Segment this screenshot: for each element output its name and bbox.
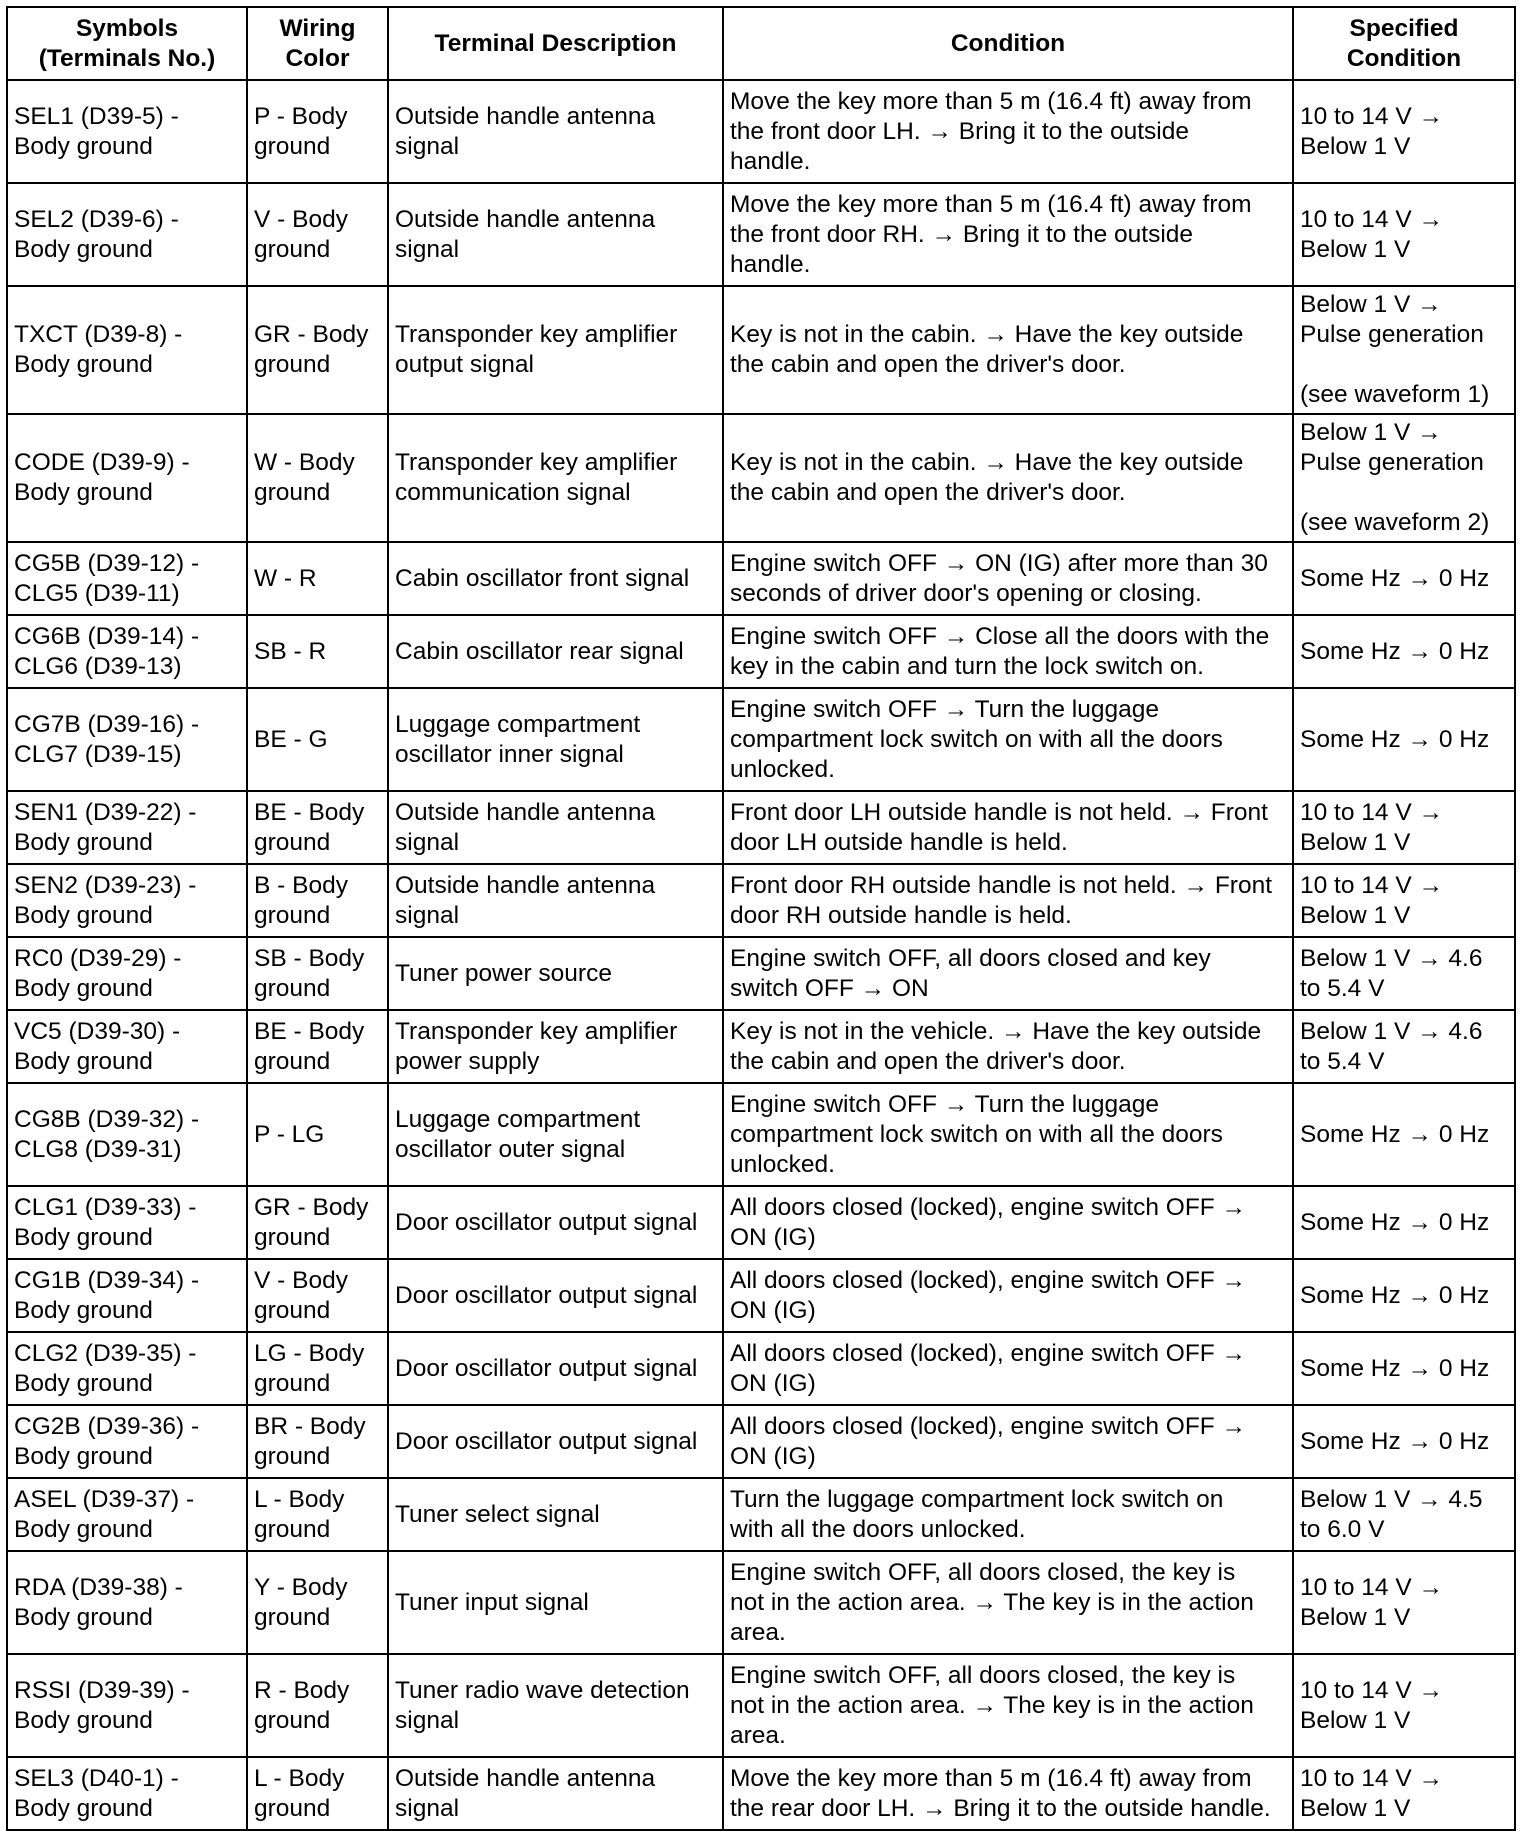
- condition-cell: Key is not in the cabin. → Have the key outside the cabin and open the driver's door.: [723, 286, 1293, 414]
- symbols-cell: CLG2 (D39-35) - Body ground: [7, 1332, 247, 1405]
- description-cell: Tuner power source: [388, 937, 723, 1010]
- condition-cell: Engine switch OFF → Turn the luggage compartment lock switch on with all the doors unlocked.: [723, 688, 1293, 791]
- description-cell: Tuner select signal: [388, 1478, 723, 1551]
- description-cell: Door oscillator output signal: [388, 1186, 723, 1259]
- table-row: [7, 1551, 1515, 1654]
- symbols-cell: RSSI (D39-39) - Body ground: [7, 1654, 247, 1757]
- wiring-color-cell: P - LG: [247, 1083, 388, 1186]
- description-cell: Transponder key amplifier communication signal: [388, 414, 723, 542]
- specified-condition-cell: Some Hz → 0 Hz: [1293, 1332, 1515, 1405]
- specified-condition-cell: 10 to 14 V → Below 1 V: [1293, 1757, 1515, 1830]
- symbols-cell: CG8B (D39-32) - CLG8 (D39-31): [7, 1083, 247, 1186]
- condition-cell: All doors closed (locked), engine switch OFF → ON (IG): [723, 1186, 1293, 1259]
- specified-condition-cell: Below 1 V → Pulse generation (see waveform 1): [1293, 286, 1515, 414]
- symbols-cell: RDA (D39-38) - Body ground: [7, 1551, 247, 1654]
- condition-cell: Front door RH outside handle is not held. → Front door RH outside handle is held.: [723, 864, 1293, 937]
- specified-condition-cell: Below 1 V → 4.6 to 5.4 V: [1293, 937, 1515, 1010]
- table-body: [7, 80, 1515, 1830]
- wiring-color-cell: L - Body ground: [247, 1757, 388, 1830]
- header-symbols: Symbols (Terminals No.): [7, 7, 247, 80]
- specified-condition-cell: Below 1 V → 4.5 to 6.0 V: [1293, 1478, 1515, 1551]
- table-row: [7, 286, 1515, 414]
- condition-cell: Key is not in the cabin. → Have the key outside the cabin and open the driver's door.: [723, 414, 1293, 542]
- table-row: [7, 1654, 1515, 1757]
- description-cell: Cabin oscillator rear signal: [388, 615, 723, 688]
- specified-condition-cell: Some Hz → 0 Hz: [1293, 615, 1515, 688]
- table-row: [7, 864, 1515, 937]
- wiring-color-cell: L - Body ground: [247, 1478, 388, 1551]
- condition-cell: Move the key more than 5 m (16.4 ft) away from the rear door LH. → Bring it to the outside handle.: [723, 1757, 1293, 1830]
- table-row: [7, 1186, 1515, 1259]
- specified-condition-cell: 10 to 14 V → Below 1 V: [1293, 1654, 1515, 1757]
- condition-cell: Engine switch OFF → Close all the doors with the key in the cabin and turn the lock switch on.: [723, 615, 1293, 688]
- symbols-cell: CG5B (D39-12) - CLG5 (D39-11): [7, 542, 247, 615]
- symbols-cell: CG7B (D39-16) - CLG7 (D39-15): [7, 688, 247, 791]
- table-row: [7, 615, 1515, 688]
- table-row: [7, 80, 1515, 183]
- header-row: [7, 7, 1515, 80]
- description-cell: Tuner input signal: [388, 1551, 723, 1654]
- description-cell: Outside handle antenna signal: [388, 183, 723, 286]
- wiring-color-cell: BE - G: [247, 688, 388, 791]
- table-row: [7, 688, 1515, 791]
- specified-condition-cell: 10 to 14 V → Below 1 V: [1293, 80, 1515, 183]
- condition-cell: Key is not in the vehicle. → Have the key outside the cabin and open the driver's door.: [723, 1010, 1293, 1083]
- symbols-cell: SEL2 (D39-6) - Body ground: [7, 183, 247, 286]
- table-row: [7, 1010, 1515, 1083]
- wiring-color-cell: GR - Body ground: [247, 286, 388, 414]
- description-cell: Door oscillator output signal: [388, 1405, 723, 1478]
- specified-condition-cell: Some Hz → 0 Hz: [1293, 542, 1515, 615]
- symbols-cell: CLG1 (D39-33) - Body ground: [7, 1186, 247, 1259]
- wiring-color-cell: BE - Body ground: [247, 1010, 388, 1083]
- table-row: [7, 937, 1515, 1010]
- symbols-cell: SEN2 (D39-23) - Body ground: [7, 864, 247, 937]
- condition-cell: Engine switch OFF → ON (IG) after more than 30 seconds of driver door's opening or closing.: [723, 542, 1293, 615]
- specified-condition-cell: 10 to 14 V → Below 1 V: [1293, 791, 1515, 864]
- symbols-cell: SEL3 (D40-1) - Body ground: [7, 1757, 247, 1830]
- wiring-color-cell: SB - R: [247, 615, 388, 688]
- symbols-cell: CG1B (D39-34) - Body ground: [7, 1259, 247, 1332]
- condition-cell: Front door LH outside handle is not held. → Front door LH outside handle is held.: [723, 791, 1293, 864]
- header-terminal-description: Terminal Description: [388, 7, 723, 80]
- table-row: [7, 1757, 1515, 1830]
- specified-condition-cell: Below 1 V → Pulse generation (see waveform 2): [1293, 414, 1515, 542]
- table-row: [7, 1083, 1515, 1186]
- symbols-cell: CG2B (D39-36) - Body ground: [7, 1405, 247, 1478]
- symbols-cell: ASEL (D39-37) - Body ground: [7, 1478, 247, 1551]
- wiring-color-cell: P - Body ground: [247, 80, 388, 183]
- table-row: [7, 1478, 1515, 1551]
- description-cell: Luggage compartment oscillator outer signal: [388, 1083, 723, 1186]
- header-condition: Condition: [723, 7, 1293, 80]
- wiring-color-cell: B - Body ground: [247, 864, 388, 937]
- wiring-color-cell: V - Body ground: [247, 183, 388, 286]
- symbols-cell: SEN1 (D39-22) - Body ground: [7, 791, 247, 864]
- specified-condition-cell: 10 to 14 V → Below 1 V: [1293, 864, 1515, 937]
- condition-cell: Move the key more than 5 m (16.4 ft) away from the front door RH. → Bring it to the outside handle.: [723, 183, 1293, 286]
- wiring-color-cell: BR - Body ground: [247, 1405, 388, 1478]
- wiring-color-cell: W - Body ground: [247, 414, 388, 542]
- description-cell: Transponder key amplifier output signal: [388, 286, 723, 414]
- symbols-cell: SEL1 (D39-5) - Body ground: [7, 80, 247, 183]
- description-cell: Door oscillator output signal: [388, 1259, 723, 1332]
- wiring-color-cell: BE - Body ground: [247, 791, 388, 864]
- specified-condition-cell: 10 to 14 V → Below 1 V: [1293, 1551, 1515, 1654]
- description-cell: Outside handle antenna signal: [388, 80, 723, 183]
- condition-cell: Engine switch OFF, all doors closed and key switch OFF → ON: [723, 937, 1293, 1010]
- table-row: [7, 414, 1515, 542]
- condition-cell: Engine switch OFF, all doors closed, the key is not in the action area. → The key is in the action area.: [723, 1551, 1293, 1654]
- table-row: [7, 791, 1515, 864]
- symbols-cell: TXCT (D39-8) - Body ground: [7, 286, 247, 414]
- condition-cell: All doors closed (locked), engine switch OFF → ON (IG): [723, 1259, 1293, 1332]
- specified-condition-cell: Some Hz → 0 Hz: [1293, 1259, 1515, 1332]
- table-row: [7, 1405, 1515, 1478]
- wiring-color-cell: Y - Body ground: [247, 1551, 388, 1654]
- header-wiring-color: Wiring Color: [247, 7, 388, 80]
- wiring-color-cell: W - R: [247, 542, 388, 615]
- specified-condition-cell: Some Hz → 0 Hz: [1293, 1186, 1515, 1259]
- table-row: [7, 1332, 1515, 1405]
- specified-condition-cell: Some Hz → 0 Hz: [1293, 1083, 1515, 1186]
- description-cell: Outside handle antenna signal: [388, 864, 723, 937]
- wiring-color-cell: LG - Body ground: [247, 1332, 388, 1405]
- condition-cell: Engine switch OFF, all doors closed, the key is not in the action area. → The key is in the action area.: [723, 1654, 1293, 1757]
- table-header: [7, 7, 1515, 80]
- wiring-color-cell: SB - Body ground: [247, 937, 388, 1010]
- specified-condition-cell: 10 to 14 V → Below 1 V: [1293, 183, 1515, 286]
- description-cell: Outside handle antenna signal: [388, 1757, 723, 1830]
- specified-condition-cell: Some Hz → 0 Hz: [1293, 1405, 1515, 1478]
- header-specified-condition: Specified Condition: [1293, 7, 1515, 80]
- table-row: [7, 183, 1515, 286]
- condition-cell: Turn the luggage compartment lock switch on with all the doors unlocked.: [723, 1478, 1293, 1551]
- description-cell: Outside handle antenna signal: [388, 791, 723, 864]
- description-cell: Door oscillator output signal: [388, 1332, 723, 1405]
- symbols-cell: CODE (D39-9) - Body ground: [7, 414, 247, 542]
- wiring-color-cell: V - Body ground: [247, 1259, 388, 1332]
- description-cell: Luggage compartment oscillator inner signal: [388, 688, 723, 791]
- condition-cell: Engine switch OFF → Turn the luggage compartment lock switch on with all the doors unlocked.: [723, 1083, 1293, 1186]
- specified-condition-cell: Some Hz → 0 Hz: [1293, 688, 1515, 791]
- symbols-cell: CG6B (D39-14) - CLG6 (D39-13): [7, 615, 247, 688]
- condition-cell: All doors closed (locked), engine switch OFF → ON (IG): [723, 1405, 1293, 1478]
- terminal-specification-table: [6, 6, 1516, 1831]
- wiring-color-cell: GR - Body ground: [247, 1186, 388, 1259]
- symbols-cell: VC5 (D39-30) - Body ground: [7, 1010, 247, 1083]
- description-cell: Transponder key amplifier power supply: [388, 1010, 723, 1083]
- wiring-color-cell: R - Body ground: [247, 1654, 388, 1757]
- table-row: [7, 1259, 1515, 1332]
- description-cell: Tuner radio wave detection signal: [388, 1654, 723, 1757]
- specified-condition-cell: Below 1 V → 4.6 to 5.4 V: [1293, 1010, 1515, 1083]
- table-row: [7, 542, 1515, 615]
- description-cell: Cabin oscillator front signal: [388, 542, 723, 615]
- symbols-cell: RC0 (D39-29) - Body ground: [7, 937, 247, 1010]
- condition-cell: All doors closed (locked), engine switch OFF → ON (IG): [723, 1332, 1293, 1405]
- condition-cell: Move the key more than 5 m (16.4 ft) away from the front door LH. → Bring it to the outside handle.: [723, 80, 1293, 183]
